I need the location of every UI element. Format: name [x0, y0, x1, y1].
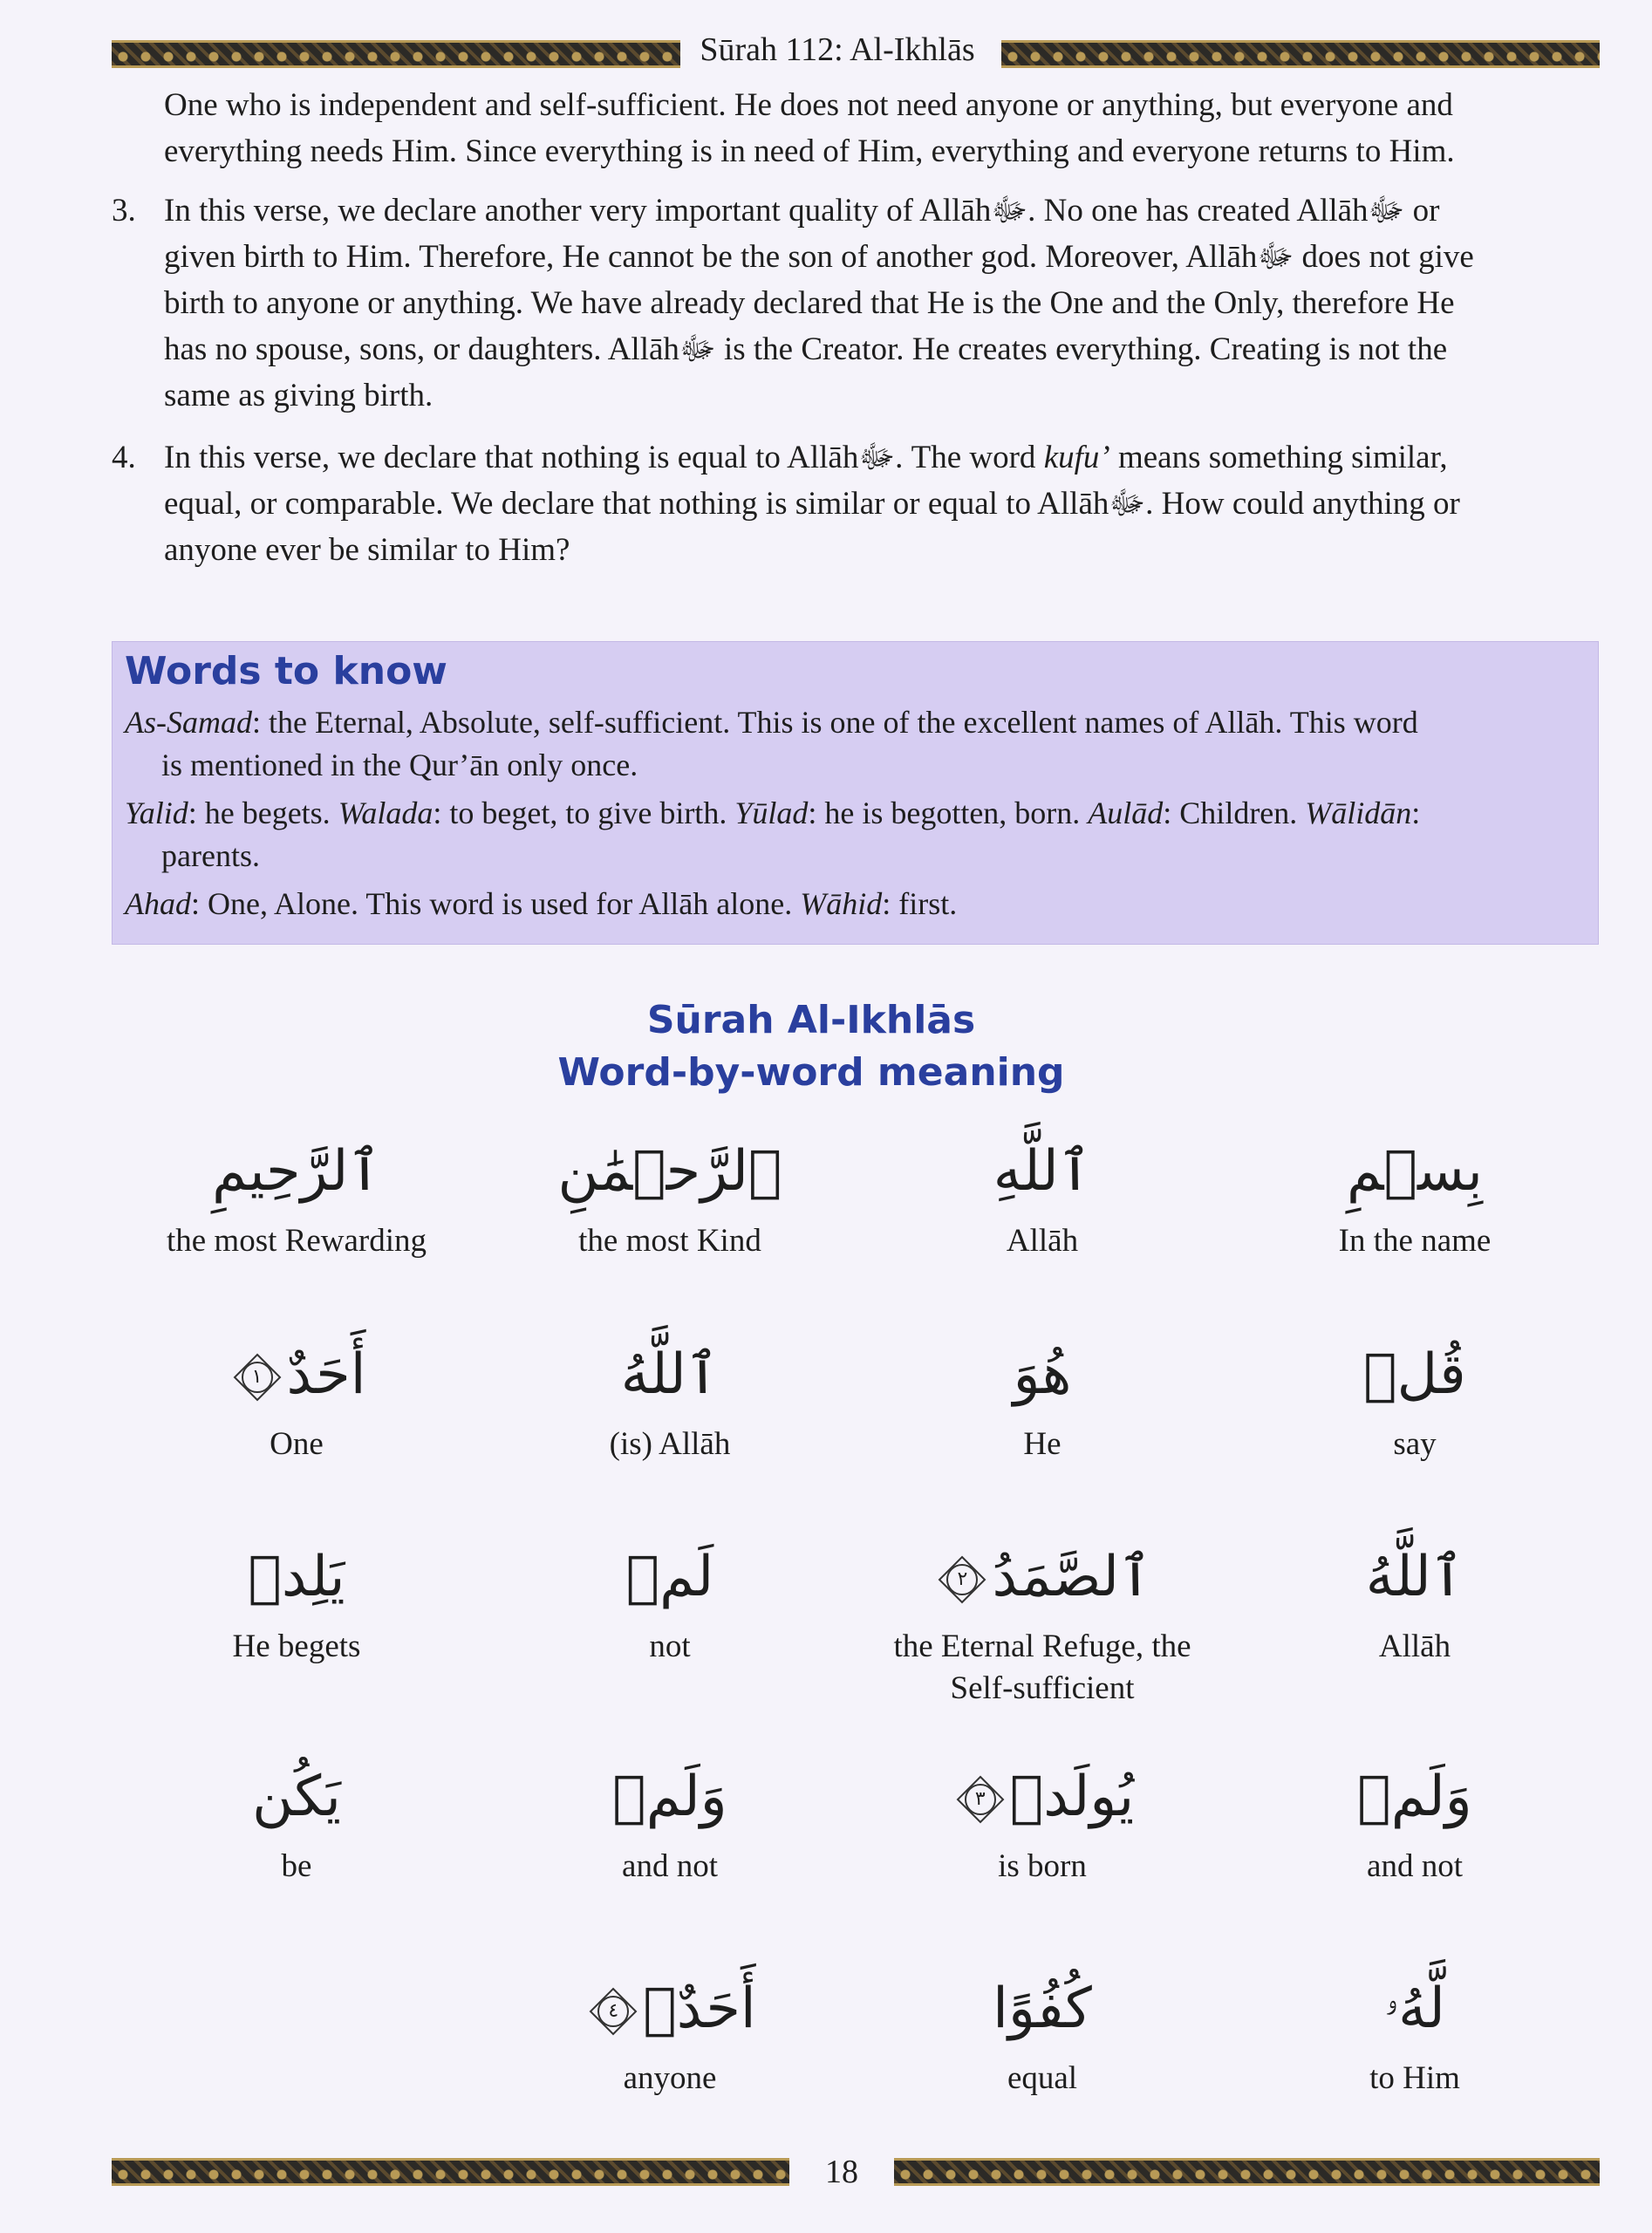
- text-span: means something similar,: [1109, 440, 1448, 475]
- arabic-word: يُولَدۡ: [1009, 1765, 1135, 1829]
- word-meaning: In the name: [1338, 1223, 1492, 1259]
- term: Aulād: [1088, 796, 1164, 830]
- word-cell: [842, 1333, 1243, 1465]
- word-meaning: (is) Allāh: [609, 1426, 731, 1462]
- word-cell: [1214, 1535, 1615, 1668]
- word-meaning: He: [1023, 1426, 1062, 1462]
- word-entry-samad: [125, 701, 1581, 787]
- word-meaning: the most Kind: [578, 1223, 761, 1259]
- word-meaning: and not: [1367, 1848, 1463, 1884]
- word-cell: [842, 1130, 1243, 1262]
- arabic-word: وَلَمۡ: [612, 1765, 727, 1829]
- words-to-know-title: Words to know: [125, 649, 447, 693]
- surah-title: Sūrah Al-Ikhlās: [646, 998, 976, 1042]
- surah-heading: [523, 994, 1099, 1099]
- term: Ahad: [125, 886, 191, 921]
- word-cell: [469, 1967, 870, 2100]
- word-cell: [1214, 1967, 1615, 2100]
- page-header-title: Sūrah 112: Al-Ikhlās: [700, 31, 975, 68]
- word-meaning: to Him: [1369, 2060, 1460, 2096]
- word-meaning: be: [281, 1848, 312, 1884]
- word-meaning: the Eternal Refuge, the: [893, 1629, 1191, 1664]
- arabic-word: ٱلرَّحۡمَٰنِ: [557, 1139, 782, 1204]
- definition: : the Eternal, Absolute, self-sufficient. This is one of the excellent names of Allāh. This word: [252, 705, 1418, 740]
- point-number: 4.: [112, 440, 136, 475]
- arabic-word: ٱلرَّحِيمِ: [212, 1139, 381, 1204]
- text-line: anyone ever be similar to Him?: [164, 532, 570, 568]
- arabic-word: بِسۡمِ: [1347, 1139, 1483, 1204]
- term: Walada: [338, 796, 433, 830]
- text-line: One who is independent and self-sufficient. He does not need anyone or anything, but everyone and: [164, 87, 1453, 123]
- word-meaning: say: [1393, 1426, 1437, 1462]
- definition: : he begets.: [188, 796, 338, 830]
- arabic-word: يَكُن: [252, 1765, 341, 1829]
- ayah-end-marker-icon: [589, 1987, 638, 2036]
- text-line: [164, 434, 1600, 481]
- arabic-word: وَلَمۡ: [1357, 1765, 1472, 1829]
- term: Yūlad: [734, 796, 809, 830]
- italic-term: kufu’: [1043, 440, 1110, 475]
- page-number: 18: [825, 2154, 858, 2190]
- definition: : first.: [882, 886, 958, 921]
- words-to-know-box: [112, 641, 1599, 945]
- text-span: In this verse, we declare that nothing is equal to Allāhﷻ. The word: [164, 440, 1044, 475]
- arabic-word: أَحَدٌۢ: [643, 1977, 756, 2041]
- ayah-number: ٤: [608, 2000, 619, 2023]
- arabic-word: كُفُوًا: [993, 1977, 1092, 2041]
- arabic-word: يَلِدۡ: [248, 1545, 345, 1609]
- word-cell: [469, 1535, 870, 1668]
- word-cell: [469, 1755, 870, 1888]
- term: Yalid: [125, 796, 188, 830]
- arabic-word: ٱلصَّمَدُ: [992, 1545, 1152, 1609]
- text-line: has no spouse, sons, or daughters. Allāhﷻ is the Creator. He creates everything. Creating is not the: [164, 331, 1448, 367]
- footer-ornament-left: [112, 2158, 789, 2186]
- footer-ornament-right: [894, 2158, 1600, 2186]
- intro-continuation: [164, 82, 1600, 174]
- arabic-word: أَحَدٌ: [286, 1342, 366, 1407]
- word-meaning: Allāh: [1378, 1629, 1451, 1664]
- word-cell: [1214, 1333, 1615, 1465]
- definition: : Children.: [1163, 796, 1306, 830]
- word-cell: [96, 1130, 497, 1262]
- word-entry-ahad: [125, 883, 1581, 925]
- arabic-word: لَّهُۥ: [1384, 1977, 1445, 2041]
- ayah-end-marker-icon: [956, 1775, 1005, 1824]
- word-meaning: equal: [1007, 2060, 1078, 2096]
- point-4-text: [164, 434, 1600, 573]
- word-meaning: Allāh: [1006, 1223, 1079, 1259]
- word-meaning: He begets: [232, 1629, 361, 1664]
- definition: :: [1411, 796, 1421, 830]
- definition: : to beget, to give birth.: [433, 796, 735, 830]
- text-line: birth to anyone or anything. We have already declared that He is the One and the Only, therefore He: [164, 285, 1455, 321]
- arabic-word: قُلۡ: [1363, 1342, 1466, 1407]
- ayah-number: ١: [251, 1366, 263, 1389]
- word-cell: [96, 1535, 497, 1668]
- text-line: given birth to Him. Therefore, He cannot be the son of another god. Moreover, Allāhﷻ does not give: [164, 239, 1474, 275]
- arabic-word: هُوَ: [1013, 1342, 1072, 1407]
- word-meaning: One: [270, 1426, 324, 1462]
- term: Wāhid: [800, 886, 883, 921]
- arabic-word: ٱللَّهِ: [993, 1139, 1092, 1204]
- arabic-word: لَمۡ: [625, 1545, 714, 1609]
- word-cell: [842, 1535, 1243, 1710]
- term: Wālidān: [1305, 796, 1412, 830]
- word-cell: [469, 1333, 870, 1465]
- ayah-number: ٣: [974, 1788, 986, 1811]
- ayah-end-marker-icon: [233, 1353, 282, 1402]
- word-meaning: and not: [622, 1848, 718, 1884]
- text-line: equal, or comparable. We declare that nothing is similar or equal to Allāhﷻ. How could anything or: [164, 486, 1460, 522]
- word-entry-yalid: [125, 792, 1581, 877]
- definition: : he is begotten, born.: [808, 796, 1089, 830]
- header-ornament-left: [112, 40, 680, 68]
- word-meaning: Self-sufficient: [950, 1670, 1135, 1706]
- ayah-number: ٢: [957, 1568, 968, 1591]
- word-cell: [1214, 1130, 1615, 1262]
- arabic-word: ٱللَّهُ: [620, 1342, 720, 1407]
- ayah-end-marker-icon: [938, 1555, 986, 1604]
- surah-subtitle: Word-by-word meaning: [557, 1050, 1065, 1095]
- point-3-text: [164, 188, 1600, 419]
- text-line: same as giving birth.: [164, 378, 433, 413]
- term: As-Samad: [125, 705, 252, 740]
- word-meaning: not: [649, 1629, 691, 1664]
- text-line: everything needs Him. Since everything is in need of Him, everything and everyone returns to Him.: [164, 133, 1455, 169]
- header-ornament-right: [1001, 40, 1600, 68]
- word-cell: [842, 1967, 1243, 2100]
- word-cell: [96, 1333, 497, 1465]
- word-cell: [96, 1755, 497, 1888]
- word-cell: [469, 1130, 870, 1262]
- word-meaning: the most Rewarding: [166, 1223, 427, 1259]
- point-number: 3.: [112, 193, 136, 229]
- text-line: In this verse, we declare another very important quality of Allāhﷻ. No one has created Allāhﷻ or: [164, 193, 1440, 229]
- definition: : One, Alone. This word is used for Allāh alone.: [191, 886, 801, 921]
- word-cell: [1214, 1755, 1615, 1888]
- arabic-word: ٱللَّهُ: [1365, 1545, 1464, 1609]
- definition-continued: parents.: [161, 838, 260, 873]
- word-meaning: anyone: [623, 2060, 717, 2096]
- definition-continued: is mentioned in the Qur’ān only once.: [161, 748, 638, 782]
- word-meaning: is born: [998, 1848, 1087, 1884]
- word-cell: [842, 1755, 1243, 1888]
